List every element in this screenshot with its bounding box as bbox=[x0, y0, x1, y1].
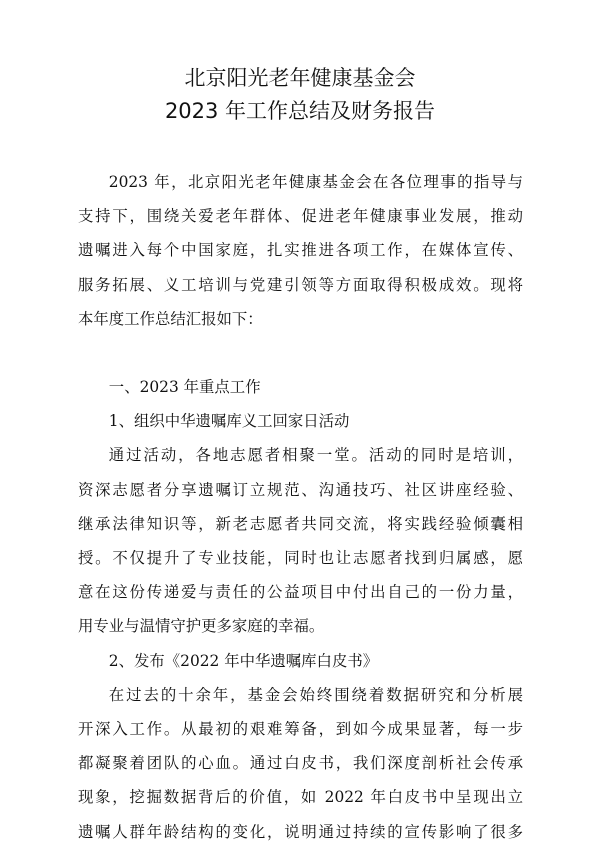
item2-paragraph bbox=[78, 678, 523, 849]
intro-line: 2023 年，北京阳光老年健康基金会在各位理事的指导与 bbox=[108, 173, 523, 191]
item1-heading: 1、组织中华遗嘱库义工回家日活动 bbox=[108, 412, 350, 431]
intro-paragraph bbox=[78, 165, 523, 336]
item1-line: 用专业与温情守护更多家庭的幸福。 bbox=[78, 617, 325, 636]
item2-line: 在过去的十余年，基金会始终围绕着数据研究和分析展 bbox=[108, 685, 523, 704]
intro-line: 遗嘱进入每个中国家庭，扎实推进各项工作，在媒体宣传、 bbox=[78, 241, 523, 260]
item1-line: 通过活动，各地志愿者相聚一堂。活动的同时是培训， bbox=[108, 446, 523, 465]
item2-line: 都凝聚着团队的心血。通过白皮书，我们深度剖析社会传承 bbox=[78, 754, 523, 773]
intro-line: 支持下，围绕关爱老年群体、促进老年健康事业发展，推动 bbox=[78, 207, 523, 226]
item1-line: 继承法律知识等，新老志愿者共同交流，将实践经验倾囊相 bbox=[78, 514, 523, 533]
item2-line: 开深入工作。从最初的艰难筹备，到如今成果显著，每一步 bbox=[78, 720, 523, 739]
item2-line: 遗嘱人群年龄结构的变化，说明通过持续的宣传影响了很多 bbox=[78, 822, 523, 841]
item1-line: 授。不仅提升了专业技能，同时也让志愿者找到归属感，愿 bbox=[78, 549, 523, 568]
document-title-line2: 2023 年工作总结及财务报告 bbox=[164, 99, 436, 123]
document-title-line1: 北京阳光老年健康基金会 bbox=[184, 66, 416, 90]
item1-line: 资深志愿者分享遗嘱订立规范、沟通技巧、社区讲座经验、 bbox=[78, 480, 523, 499]
item2-heading: 2、发布《2022 年中华遗嘱库白皮书》 bbox=[108, 651, 379, 670]
item1-line: 意在这份传递爱与责任的公益项目中付出自己的一份力量， bbox=[78, 583, 523, 602]
paragraph-spacer bbox=[78, 336, 523, 370]
intro-line: 服务拓展、义工培训与党建引领等方面取得积极成效。现将 bbox=[78, 275, 523, 294]
item2-line: 现象，挖掘数据背后的价值，如 2022 年白皮书中呈现出立 bbox=[78, 788, 523, 807]
section1-heading: 一、2023 年重点工作 bbox=[108, 378, 261, 397]
intro-line: 本年度工作总结汇报如下： bbox=[78, 309, 263, 328]
item1-paragraph bbox=[78, 438, 523, 643]
document-body bbox=[78, 165, 523, 849]
